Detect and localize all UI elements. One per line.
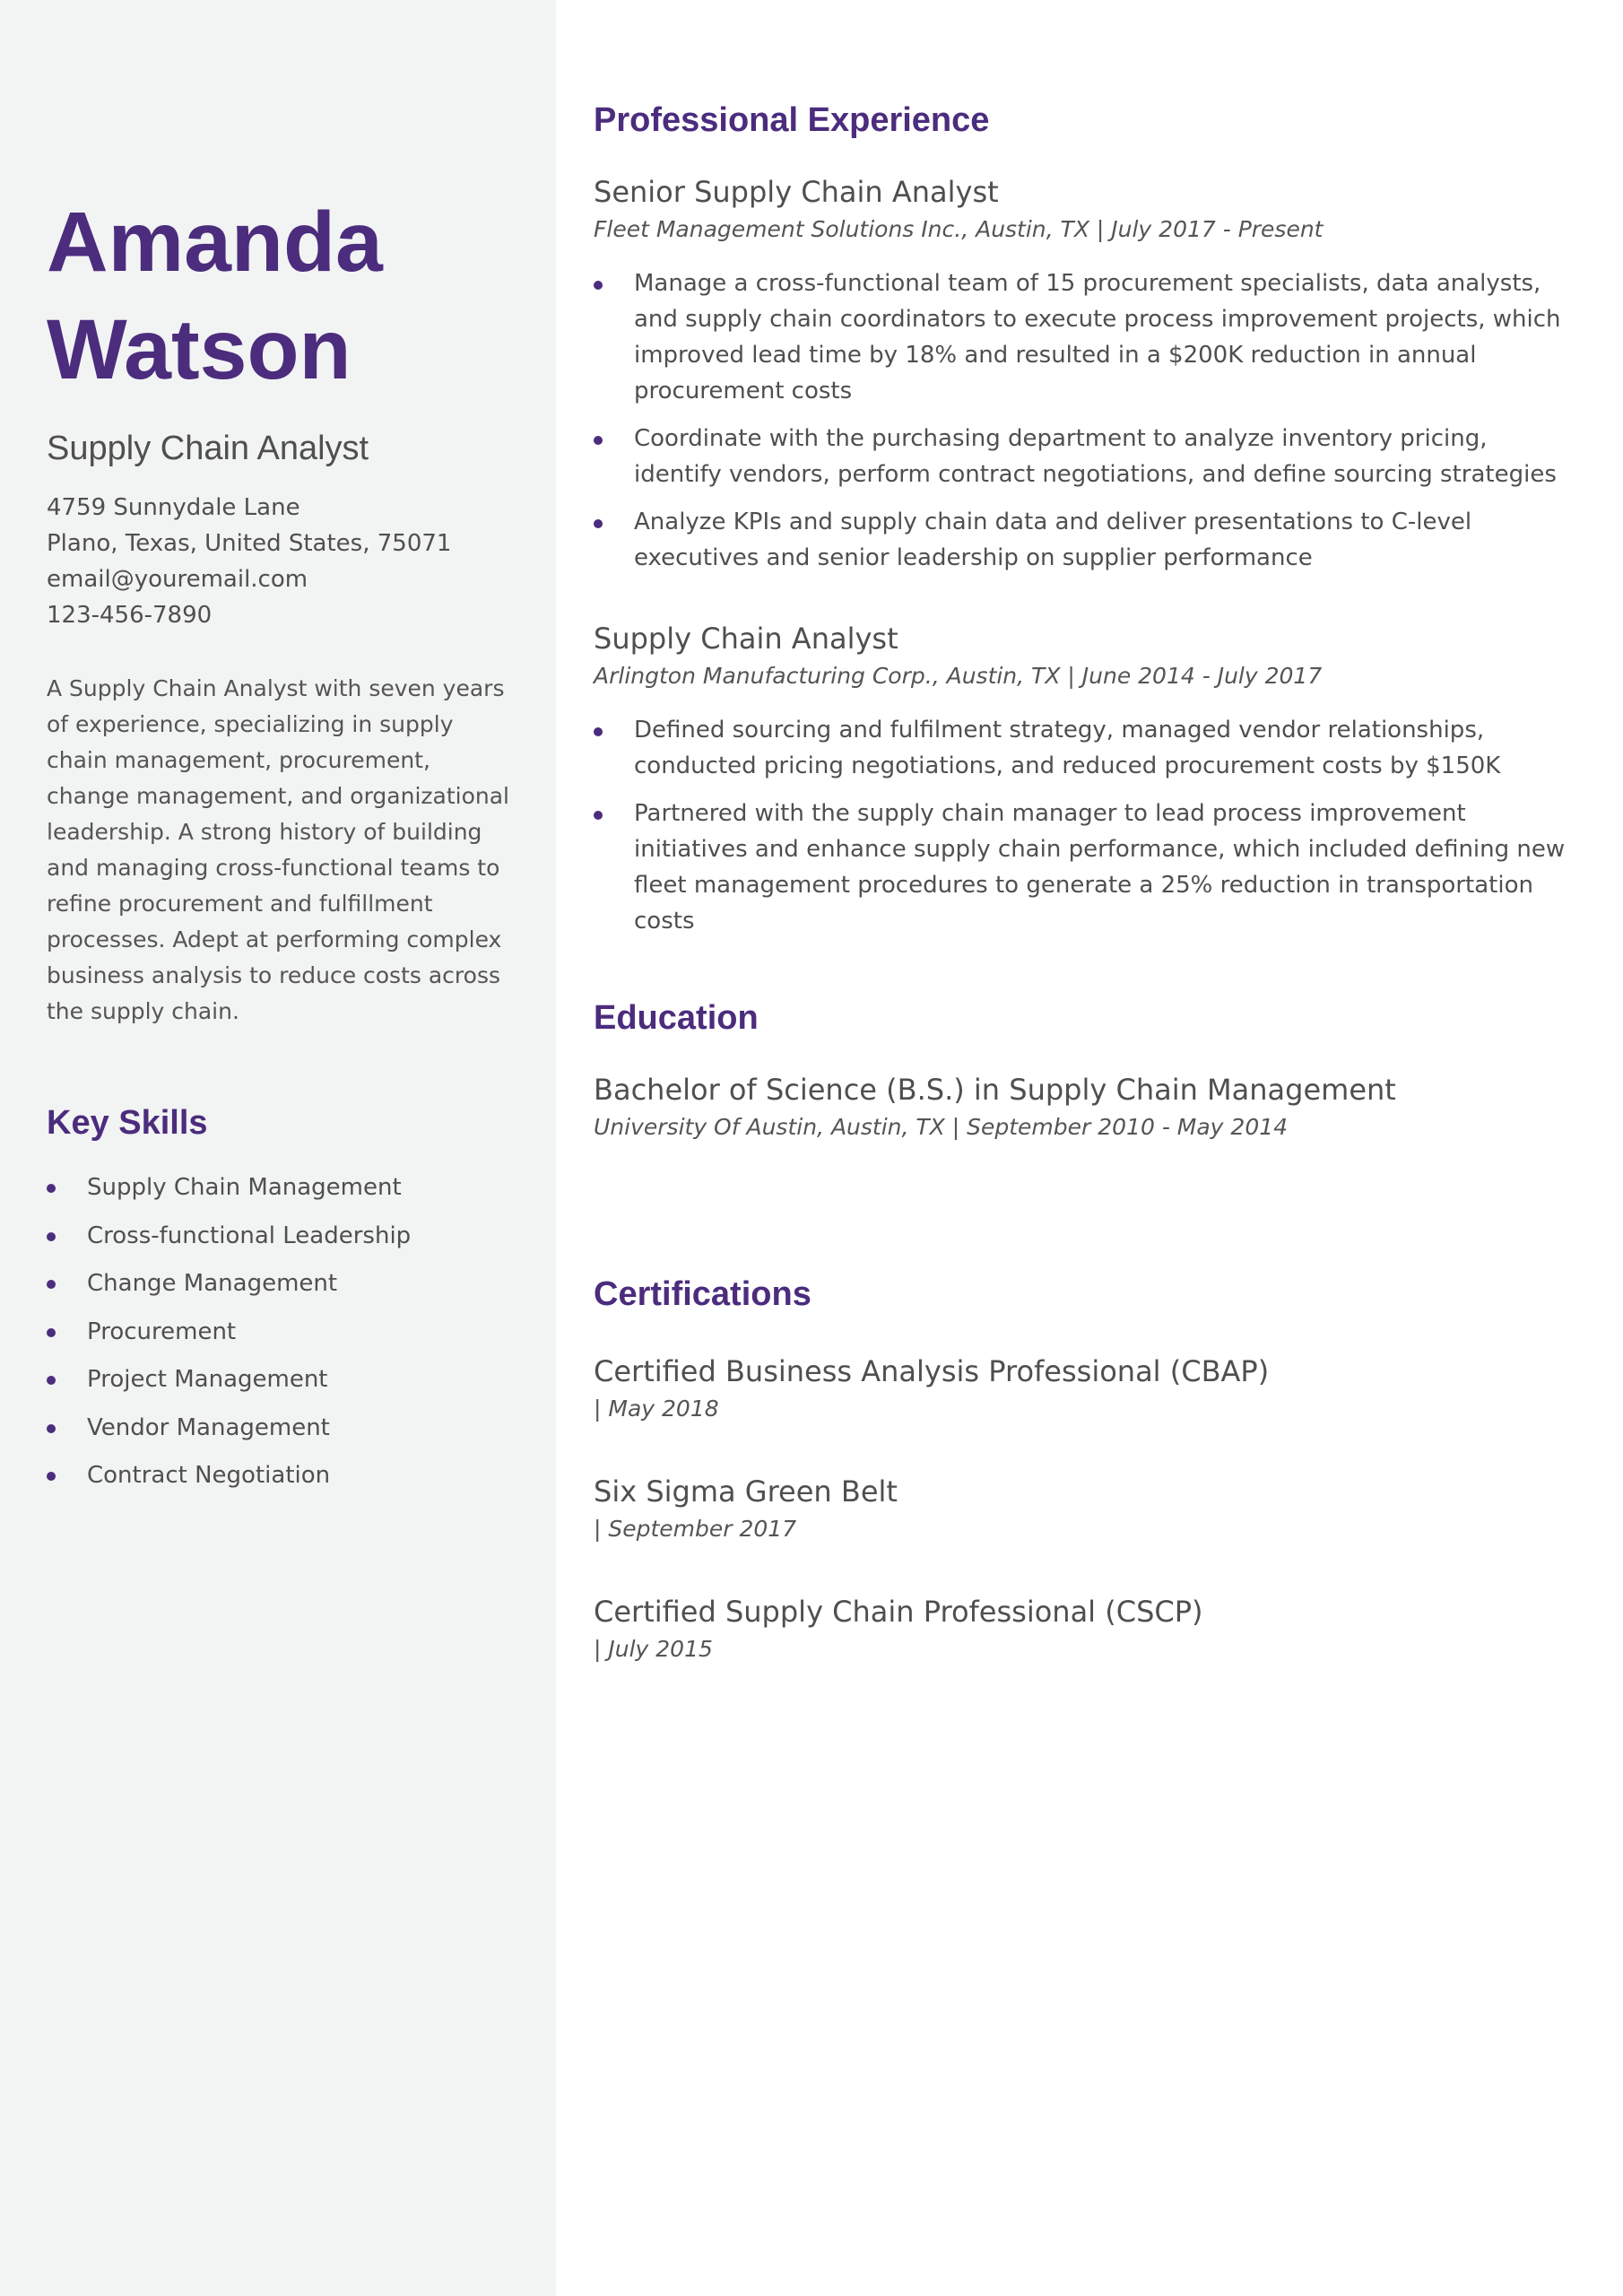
bullet-icon <box>594 436 603 445</box>
sidebar <box>0 0 556 2296</box>
certifications-heading: Certifications <box>594 1275 812 1313</box>
headline: Supply Chain Analyst <box>47 430 369 467</box>
job-bullet <box>594 421 1571 492</box>
email[interactable]: email@youremail.com <box>47 566 308 593</box>
job-bullet <box>594 265 1571 409</box>
skill-item <box>47 1218 509 1254</box>
job-bullet <box>594 796 1571 939</box>
skill-label: Vendor Management <box>87 1413 330 1441</box>
address-line-2: Plano, Texas, United States, 75071 <box>47 530 452 557</box>
certification-date: | July 2015 <box>594 1636 713 1662</box>
job-entry <box>594 172 1571 576</box>
job-bullet-text: Manage a cross-functional team of 15 procurement specialists, data analysts, and supply chain coordinators to execute process improvement projects, which improved lead time by 18% and resulted in a $200K reduction in annual procurement costs <box>634 270 1561 404</box>
bullet-icon <box>47 1328 56 1337</box>
education-section <box>594 995 1571 1145</box>
job-bullet <box>594 712 1571 784</box>
phone[interactable]: 123-456-7890 <box>47 602 213 629</box>
bullet-icon <box>594 519 603 528</box>
bullet-icon <box>594 281 603 290</box>
bullet-icon <box>594 811 603 820</box>
bullet-icon <box>594 727 603 736</box>
job-bullet-text: Defined sourcing and fulfilment strategy, managed vendor relationships, conducted pricing negotiations, and reduced procurement costs by $150K <box>634 717 1501 779</box>
bullet-icon <box>47 1280 56 1289</box>
address-line-1: 4759 Sunnydale Lane <box>47 494 300 521</box>
skill-item <box>47 1265 509 1301</box>
skill-item <box>47 1361 509 1397</box>
degree: Bachelor of Science (B.S.) in Supply Chain Management <box>594 1073 1396 1107</box>
bullet-icon <box>47 1424 56 1433</box>
certification-name: Six Sigma Green Belt <box>594 1474 898 1509</box>
certification-entry <box>594 1352 1571 1427</box>
experience-section <box>594 97 1571 939</box>
skill-label: Change Management <box>87 1270 338 1297</box>
certifications-section <box>594 1271 1571 1667</box>
summary: A Supply Chain Analyst with seven years of experience, specializing in supply chain management, procurement, change management, and organizational leadership. A strong history of building and managing cross-functional teams to refine procurement and fulfillment processes. Adept at performing complex business analysis to reduce costs across the supply chain. <box>47 675 510 1024</box>
education-heading: Education <box>594 999 759 1037</box>
job-bullet-text: Partnered with the supply chain manager to lead process improvement initiatives and enhance supply chain performance, which included defining new fleet management procedures to generate a 25% reduction in transportation costs <box>634 800 1566 935</box>
education-entry <box>594 1070 1571 1145</box>
certification-name: Certified Supply Chain Professional (CSCP) <box>594 1595 1203 1629</box>
bullet-icon <box>47 1232 56 1241</box>
job-entry <box>594 619 1571 939</box>
skill-label: Cross-functional Leadership <box>87 1222 412 1249</box>
bullet-icon <box>47 1472 56 1481</box>
bullet-icon <box>47 1184 56 1193</box>
skill-item <box>47 1314 509 1350</box>
main-content <box>594 97 1571 1667</box>
contact-block <box>47 490 509 633</box>
experience-heading: Professional Experience <box>594 101 990 139</box>
skills-list <box>47 1170 509 1493</box>
job-title: Senior Supply Chain Analyst <box>594 175 999 209</box>
name-heading <box>47 188 509 404</box>
skill-item <box>47 1410 509 1446</box>
job-meta: Arlington Manufacturing Corp., Austin, TX | June 2014 - July 2017 <box>594 663 1323 689</box>
skill-label: Procurement <box>87 1318 237 1345</box>
job-bullets <box>594 265 1571 576</box>
certification-name: Certified Business Analysis Professional (CBAP) <box>594 1354 1270 1388</box>
skill-label: Contract Negotiation <box>87 1462 331 1489</box>
certification-entry <box>594 1472 1571 1547</box>
skills-heading: Key Skills <box>47 1104 208 1142</box>
certification-entry <box>594 1592 1571 1667</box>
job-bullet <box>594 504 1571 576</box>
bullet-icon <box>47 1376 56 1385</box>
skill-item <box>47 1170 509 1205</box>
skill-label: Supply Chain Management <box>87 1174 402 1201</box>
skill-item <box>47 1457 509 1493</box>
job-bullet-text: Coordinate with the purchasing department to analyze inventory pricing, identify vendors, perform contract negotiations, and define sourcing strategies <box>634 425 1557 488</box>
skill-label: Project Management <box>87 1366 328 1393</box>
job-title: Supply Chain Analyst <box>594 622 898 656</box>
last-name: Watson <box>47 302 352 397</box>
education-meta: University Of Austin, Austin, TX | September 2010 - May 2014 <box>594 1114 1289 1140</box>
first-name: Amanda <box>47 195 383 290</box>
certification-date: | May 2018 <box>594 1396 719 1422</box>
certification-date: | September 2017 <box>594 1516 797 1542</box>
job-meta: Fleet Management Solutions Inc., Austin, TX | July 2017 - Present <box>594 216 1324 242</box>
job-bullets <box>594 712 1571 939</box>
job-bullet-text: Analyze KPIs and supply chain data and deliver presentations to C-level executives and senior leadership on supplier performance <box>634 509 1472 571</box>
